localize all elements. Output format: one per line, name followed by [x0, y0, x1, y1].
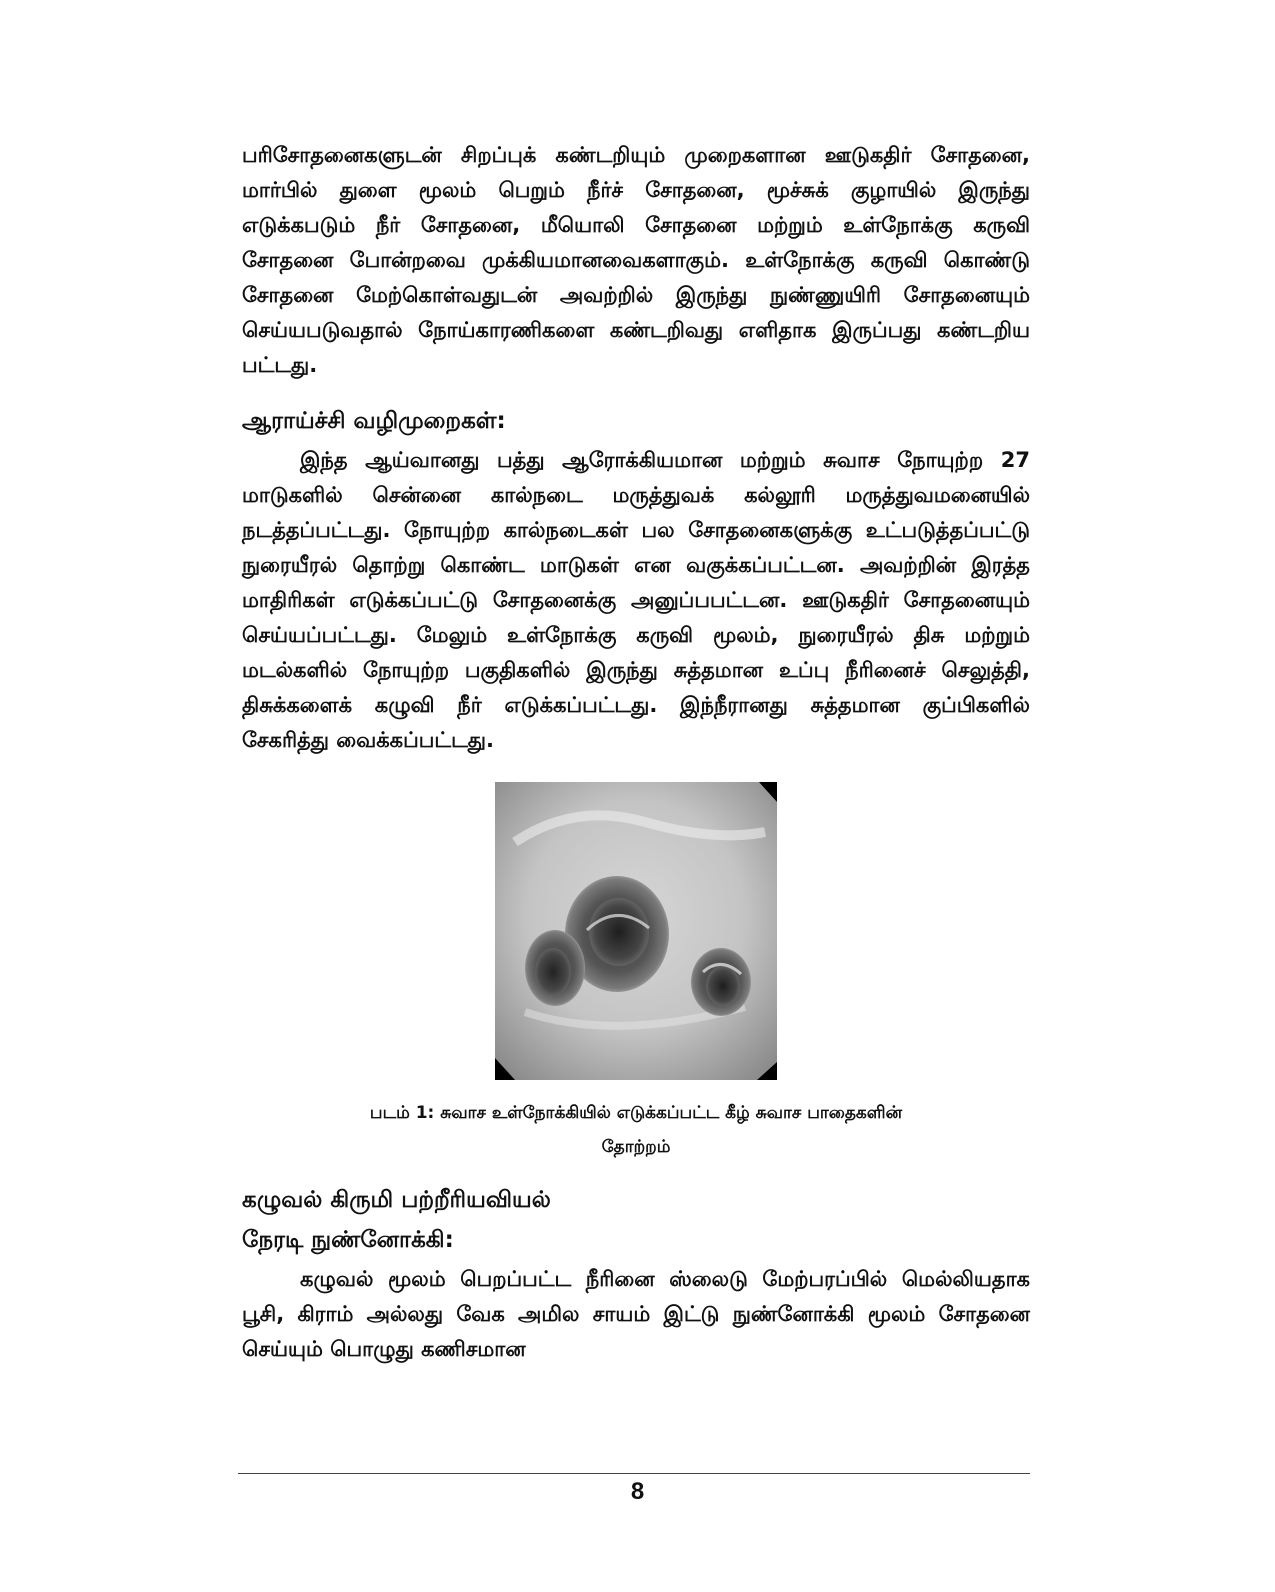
figure-caption — [242, 1096, 1030, 1164]
paragraph-microscopy: கழுவல் மூலம் பெறப்பட்ட நீரினை ஸ்லைடு மேற்பரப்பில் மெல்லியதாக பூசி, கிராம் அல்லது வேக அமில சாயம் இட்டு நுண்னோக்கி மூலம் சோதனை செய்யும் பொழுது கணிசமான — [242, 1267, 1030, 1361]
heading-direct-microscopy: நேரடி நுண்னோக்கி: — [242, 1227, 454, 1253]
page-number: 8 — [630, 1478, 645, 1505]
paragraph-intro: பரிசோதனைகளுடன் சிறப்புக் கண்டறியும் முறைகளான ஊடுகதிர் சோதனை, மார்பில் துளை மூலம் பெறும் நீர்ச் சோதனை, மூச்சுக் குழாயில் இருந்து எடுக்கபடும் நீர் சோதனை, மீயொலி சோதனை மற்றும் உள்நோக்கு கருவி சோதனை போன்றவை முக்கியமானவைகளாகும். உள்நோக்கு கருவி கொண்டு சோதனை மேற்கொள்வதுடன் அவற்றில் இருந்து நுண்ணுயிரி சோதனையும் செய்யபடுவதால் நோய்காரணிகளை கண்டறிவது எளிதாக இருப்பது கண்டறிய பட்டது. — [242, 143, 1030, 377]
caption-line-2: தோற்றம் — [601, 1137, 671, 1157]
caption-line-1: படம் 1: சுவாச உள்நோக்கியில் எடுக்கப்பட்ட கீழ் சுவாச பாதைகளின் — [369, 1103, 903, 1123]
paragraph-methods: இந்த ஆய்வானது பத்து ஆரோக்கியமான மற்றும் சுவாச நோயுற்ற 27 மாடுகளில் சென்னை கால்நடை மருத்துவக் கல்லூரி மருத்துவமனையில் நடத்தப்பட்டது. நோயுற்ற கால்நடைகள் பல சோதனைகளுக்கு உட்படுத்தப்பட்டு நுரையீரல் தொற்று கொண்ட மாடுகள் என வகுக்கப்பட்டன. அவற்றின் இரத்த மாதிரிகள் எடுக்கப்பட்டு சோதனைக்கு அனுப்பபட்டன. ஊடுகதிர் சோதனையும் செய்யப்பட்டது. மேலும் உள்நோக்கு கருவி மூலம், நுரையீரல் திசு மற்றும் மடல்களில் நோயுற்ற பகுதிகளில் இருந்து சுத்தமான உப்பு நீரினைச் செலுத்தி, திசுக்களைக் கழுவி நீர் எடுக்கப்பட்டது. இந்நீரானது சுத்தமான குப்பிகளில் சேகரித்து வைக்கப்பட்டது. — [242, 448, 1030, 752]
figure-bronchoscopy — [242, 782, 1030, 1164]
heading-bacteriology: கழுவல் கிருமி பற்றீரியவியல் — [242, 1187, 551, 1213]
bronchoscopy-photo — [495, 782, 777, 1080]
page-content — [242, 138, 1030, 1367]
footer-divider — [238, 1473, 1030, 1474]
heading-research-methods: ஆராய்ச்சி வழிமுறைகள்: — [242, 408, 506, 434]
